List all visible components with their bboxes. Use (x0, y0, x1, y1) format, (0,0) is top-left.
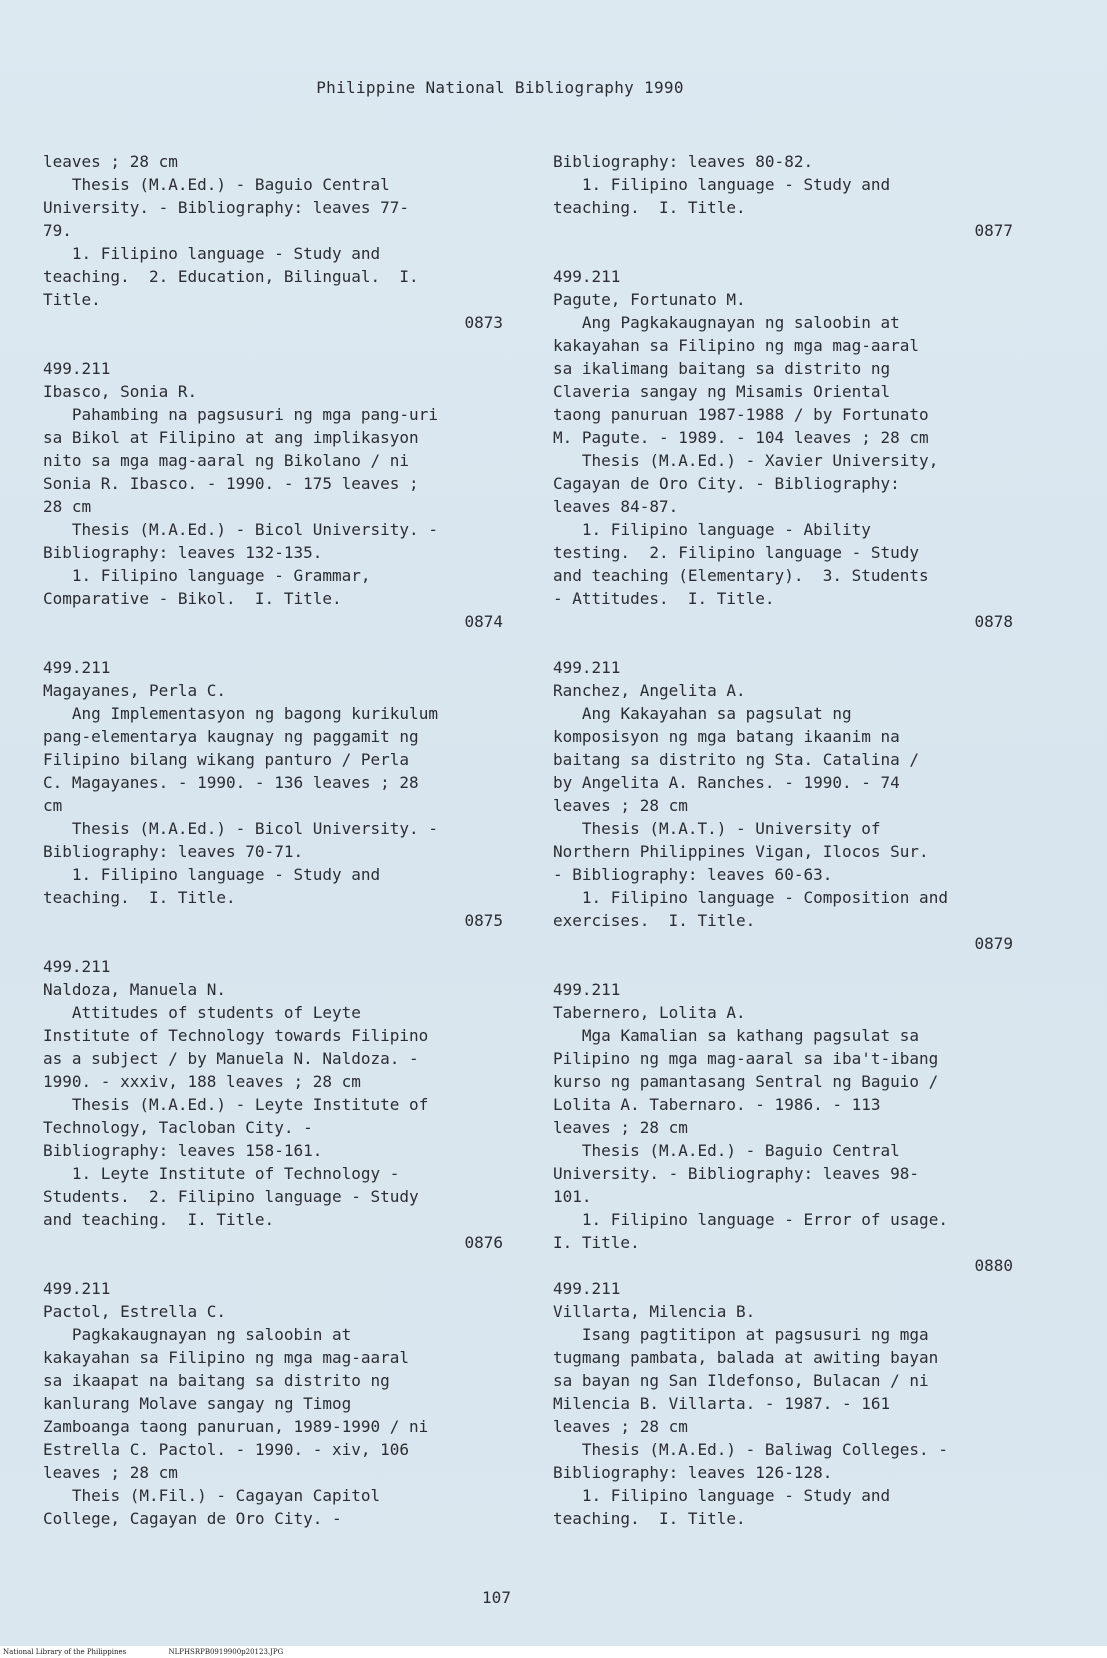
entry-number: 0876 (464, 1233, 503, 1252)
entry-number: 0879 (974, 934, 1013, 953)
bib-entry (553, 656, 1013, 955)
bib-entry (43, 955, 503, 1254)
bib-entry (43, 357, 503, 633)
entry-author: Tabernero, Lolita A. (553, 1003, 746, 1022)
entry-author: Ibasco, Sonia R. (43, 382, 198, 401)
continuation-text: Bibliography: leaves 80-82. 1. Filipino language - Study and teaching. I. Title. (553, 152, 891, 217)
bib-entry (43, 1277, 503, 1530)
entry-number: 0880 (974, 1256, 1013, 1275)
bib-entry (553, 1277, 1013, 1530)
entry-body: Pagkakaugnayan ng saloobin at kakayahan sa Filipino ng mga mag-aaral sa ikaapat na baitang sa distrito ng kanlurang Molave sangay ng Timog Zamboanga taong panuruan, 1989-1990 / ni Estrella C. Pactol. - 1990. - xiv, 106 leaves ; 28 cm Theis (M.Fil.) - Cagayan Capitol College, Cagayan de Oro City. - (43, 1325, 429, 1528)
entry-number: 0877 (974, 221, 1013, 240)
classification-number: 499.211 (553, 980, 621, 999)
classification-number: 499.211 (43, 957, 111, 976)
entry-body: Ang Implementasyon ng bagong kurikulum pang-elementarya kaugnay ng paggamit ng Filipino bilang wikang panturo / Perla C. Magayanes. - 1990. - 136 leaves ; 28 cm Thesis (M.A.Ed.) - Bicol University. - Bibliography: leaves 70-71. 1. Filipino language - Study and teaching. I. Title. (43, 704, 438, 907)
entry-author: Ranchez, Angelita A. (553, 681, 746, 700)
library-credit: National Library of the Philippines (3, 1648, 127, 1656)
entry-number: 0873 (464, 313, 503, 332)
entry-body: Attitudes of students of Leyte Institute of Technology towards Filipino as a subject / by Manuela N. Naldoza. - 1990. - xxxiv, 188 leaves ; 28 cm Thesis (M.A.Ed.) - Leyte Institute of Technology, Tacloban City. - Bibliography: leaves 158-161. 1. Leyte Institute of Technology - Students. 2. Filipino language - Study and teaching. I. Title. (43, 1003, 429, 1229)
entry-body: Ang Kakayahan sa pagsulat ng komposisyon ng mga batang ikaanim na baitang sa distrito ng Sta. Catalina / by Angelita A. Ranches. - 1990. - 74 leaves ; 28 cm Thesis (M.A.T.) - University of Northern Philippines Vigan, Ilocos Sur. - Bibliography: leaves 60-63. 1. Filipino language - Composition and exercises. I. Title. (553, 704, 948, 930)
left-column (43, 150, 503, 1530)
scan-filename: NLPHSRPB0919900p20123.JPG (168, 1648, 284, 1656)
right-column (553, 150, 1013, 1530)
bib-entry (553, 265, 1013, 633)
classification-number: 499.211 (43, 359, 111, 378)
entry-body: Mga Kamalian sa kathang pagsulat sa Pilipino ng mga mag-aaral sa iba't-ibang kurso ng pamantasang Sentral ng Baguio / Lolita A. Tabernaro. - 1986. - 113 leaves ; 28 cm Thesis (M.A.Ed.) - Baguio Central University. - Bibliography: leaves 98- 101. 1. Filipino language - Error of usage. I. Title. (553, 1026, 948, 1252)
page-number: 107 (482, 1588, 511, 1607)
entry-author: Villarta, Milencia B. (553, 1302, 756, 1321)
scan-footer (0, 1646, 1107, 1658)
entry-body: Isang pagtitipon at pagsusuri ng mga tugmang pambata, balada at awiting bayan sa bayan ng San Ildefonso, Bulacan / ni Milencia B. Villarta. - 1987. - 161 leaves ; 28 cm Thesis (M.A.Ed.) - Baliwag Colleges. - Bibliography: leaves 126-128. 1. Filipino language - Study and teaching. I. Title. (553, 1325, 948, 1528)
entry-author: Pactol, Estrella C. (43, 1302, 227, 1321)
entry-number: 0875 (464, 911, 503, 930)
classification-number: 499.211 (553, 658, 621, 677)
entry-number: 0878 (974, 612, 1013, 631)
bib-entry (553, 978, 1013, 1277)
page-header: Philippine National Bibliography 1990 (316, 78, 684, 97)
bib-entry (43, 656, 503, 932)
classification-number: 499.211 (553, 1279, 621, 1298)
classification-number: 499.211 (43, 1279, 111, 1298)
entry-number: 0874 (464, 612, 503, 631)
entry-author: Pagute, Fortunato M. (553, 290, 746, 309)
entry-body: Ang Pagkakaugnayan ng saloobin at kakayahan sa Filipino ng mga mag-aaral sa ikalimang baitang sa distrito ng Claveria sangay ng Misamis Oriental taong panuruan 1987-1988 / by Fortunato M. Pagute. - 1989. - 104 leaves ; 28 cm Thesis (M.A.Ed.) - Xavier University, Cagayan de Oro City. - Bibliography: leaves 84-87. 1. Filipino language - Ability testing. 2. Filipino language - Study and teaching (Elementary). 3. Students - Attitudes. I. Title. (553, 313, 939, 608)
classification-number: 499.211 (43, 658, 111, 677)
continuation-text: leaves ; 28 cm Thesis (M.A.Ed.) - Baguio Central University. - Bibliography: leaves 77- 79. 1. Filipino language - Study and teaching. 2. Education, Bilingual. I. Title. (43, 152, 419, 309)
entry-body: Pahambing na pagsusuri ng mga pang-uri sa Bikol at Filipino at ang implikasyon nito sa mga mag-aaral ng Bikolano / ni Sonia R. Ibasco. - 1990. - 175 leaves ; 28 cm Thesis (M.A.Ed.) - Bicol University. - Bibliography: leaves 132-135. 1. Filipino language - Grammar, Comparative - Bikol. I. Title. (43, 405, 438, 608)
entry-author: Naldoza, Manuela N. (43, 980, 227, 999)
entry-author: Magayanes, Perla C. (43, 681, 227, 700)
classification-number: 499.211 (553, 267, 621, 286)
